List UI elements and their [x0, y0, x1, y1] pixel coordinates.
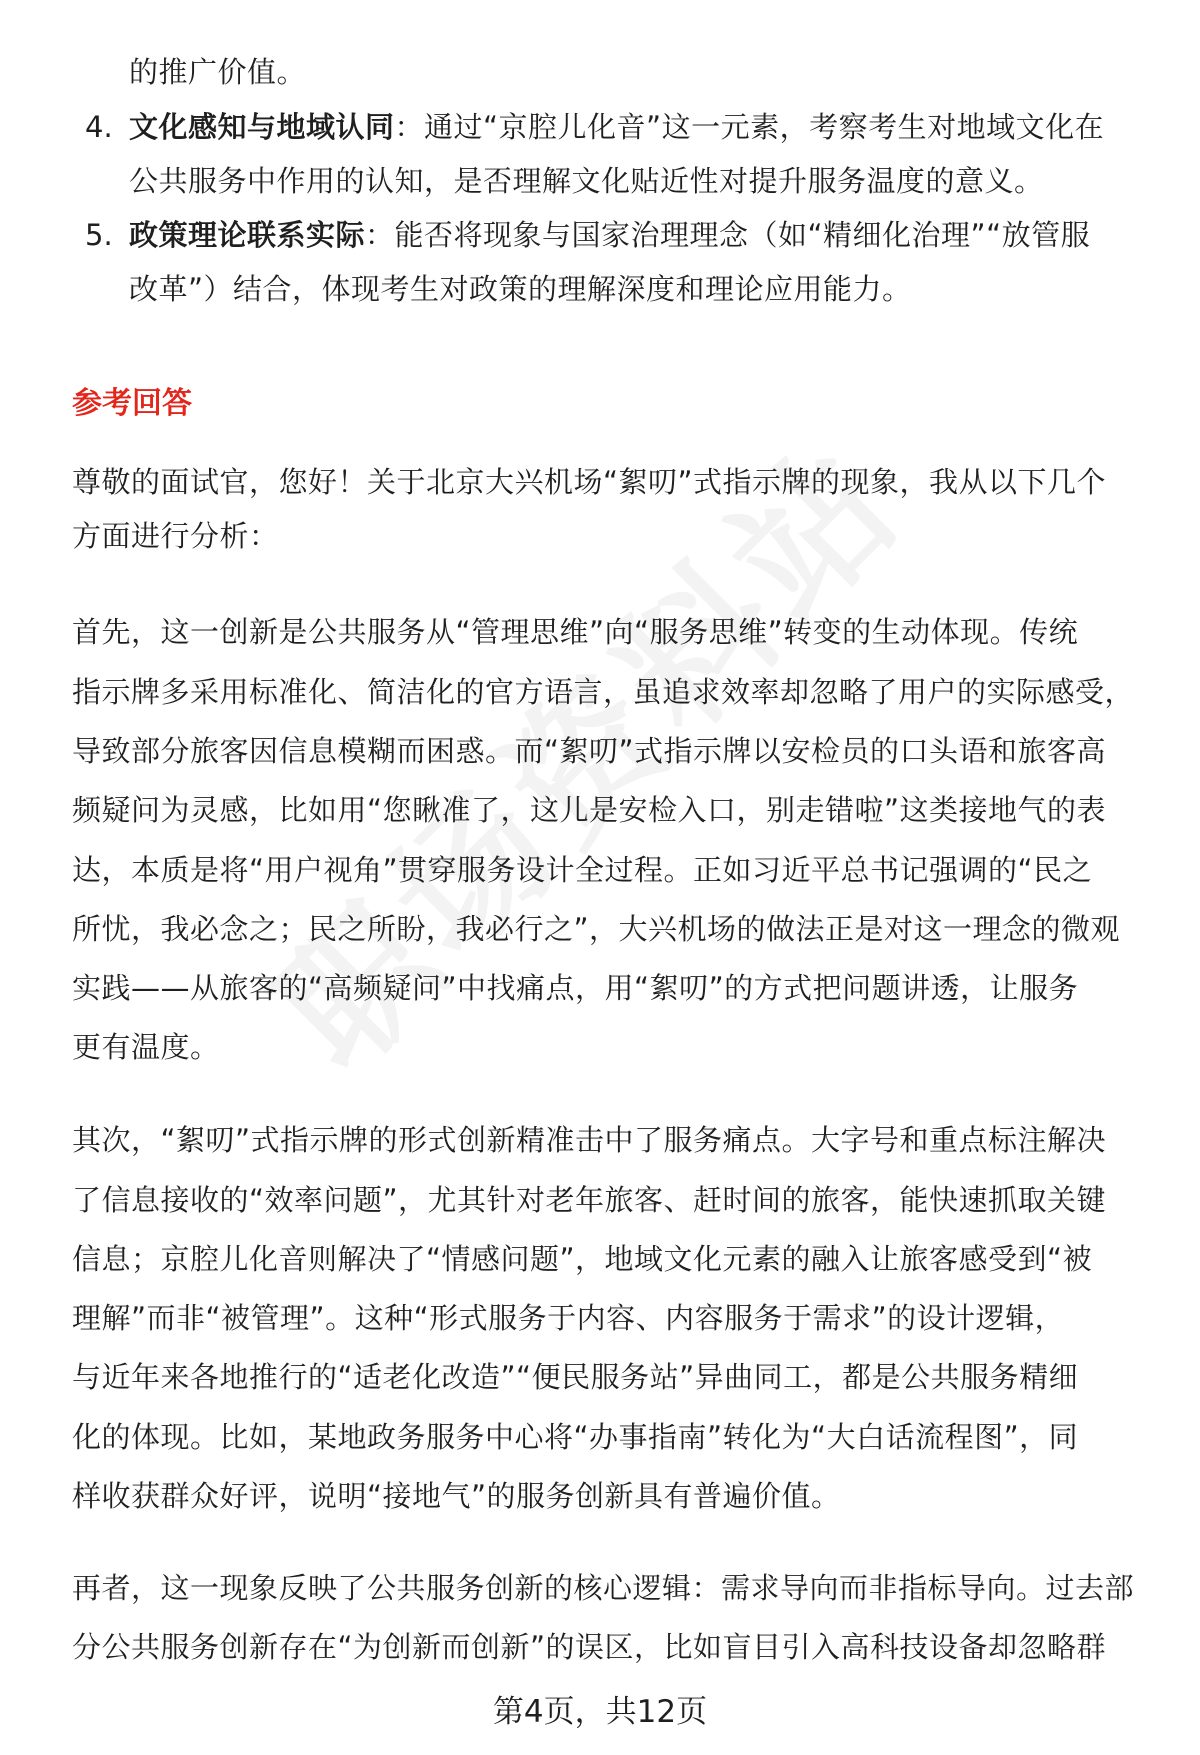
list-item-title: 文化感知与地域认同 — [129, 110, 395, 144]
section-heading: 参考回答 — [72, 386, 192, 421]
list-number: 4. — [85, 110, 113, 144]
paragraph-line: 样收获群众好评，说明“接地气”的服务创新具有普遍价值。 — [72, 1479, 841, 1513]
paragraph-line: 理解”而非“被管理”。这种“形式服务于内容、内容服务于需求”的设计逻辑， — [72, 1301, 1065, 1335]
paragraph-line: 实践——从旅客的“高频疑问”中找痛点，用“絮叨”的方式把问题讲透，让服务 — [72, 971, 1079, 1005]
paragraph-line: 达，本质是将“用户视角”贯穿服务设计全过程。正如习近平总书记强调的“民之 — [72, 853, 1093, 887]
list-item-line — [129, 107, 1104, 147]
list-item-text: ：通过“京腔儿化音”这一元素，考察考生对地域文化在 — [394, 110, 1105, 144]
list-item-line — [129, 215, 1090, 255]
paragraph-line: 再者，这一现象反映了公共服务创新的核心逻辑：需求导向而非指标导向。过去部 — [72, 1571, 1135, 1605]
paragraph-line: 首先，这一创新是公共服务从“管理思维”向“服务思维”转变的生动体现。传统 — [72, 615, 1079, 649]
paragraph-line: 所忧，我必念之；民之所盼，我必行之”，大兴机场的做法正是对这一理念的微观 — [72, 912, 1121, 946]
paragraph-line: 分公共服务创新存在“为创新而创新”的误区，比如盲目引入高科技设备却忽略群 — [72, 1630, 1107, 1664]
paragraph-line: 更有温度。 — [72, 1030, 220, 1064]
paragraph-line: 了信息接收的“效率问题”，尤其针对老年旅客、赶时间的旅客，能快速抓取关键 — [72, 1183, 1107, 1217]
list-item-line: 改革”）结合，体现考生对政策的理解深度和理论应用能力。 — [129, 272, 912, 306]
paragraph-line: 其次，“絮叨”式指示牌的形式创新精准击中了服务痛点。大字号和重点标注解决 — [72, 1123, 1107, 1157]
paragraph-line: 化的体现。比如，某地政务服务中心将“办事指南”转化为“大白话流程图”，同 — [72, 1420, 1079, 1454]
paragraph-line: 方面进行分析： — [72, 519, 279, 553]
list-item-title: 政策理论联系实际 — [129, 218, 366, 252]
paragraph-line: 尊敬的面试官，您好！关于北京大兴机场“絮叨”式指示牌的现象，我从以下几个 — [72, 465, 1107, 499]
list-item-line: 公共服务中作用的认知，是否理解文化贴近性对提升服务温度的意义。 — [129, 164, 1044, 198]
paragraph-line: 与近年来各地推行的“适老化改造”“便民服务站”异曲同工，都是公共服务精细 — [72, 1360, 1079, 1394]
continuation-line: 的推广价值。 — [129, 55, 307, 89]
list-item-text: ：能否将现象与国家治理理念（如“精细化治理”“放管服 — [365, 218, 1091, 252]
page-footer: 第4页，共12页 — [492, 1694, 708, 1730]
paragraph-line: 指示牌多采用标准化、简洁化的官方语言，虽追求效率却忽略了用户的实际感受， — [72, 675, 1135, 709]
list-number: 5. — [85, 218, 113, 252]
paragraph-line: 信息；京腔儿化音则解决了“情感问题”，地域文化元素的融入让旅客感受到“被 — [72, 1242, 1093, 1276]
paragraph-line: 导致部分旅客因信息模糊而困惑。而“絮叨”式指示牌以安检员的口头语和旅客高 — [72, 734, 1107, 768]
paragraph-line: 频疑问为灵感，比如用“您瞅准了，这儿是安检入口，别走错啦”这类接地气的表 — [72, 793, 1107, 827]
